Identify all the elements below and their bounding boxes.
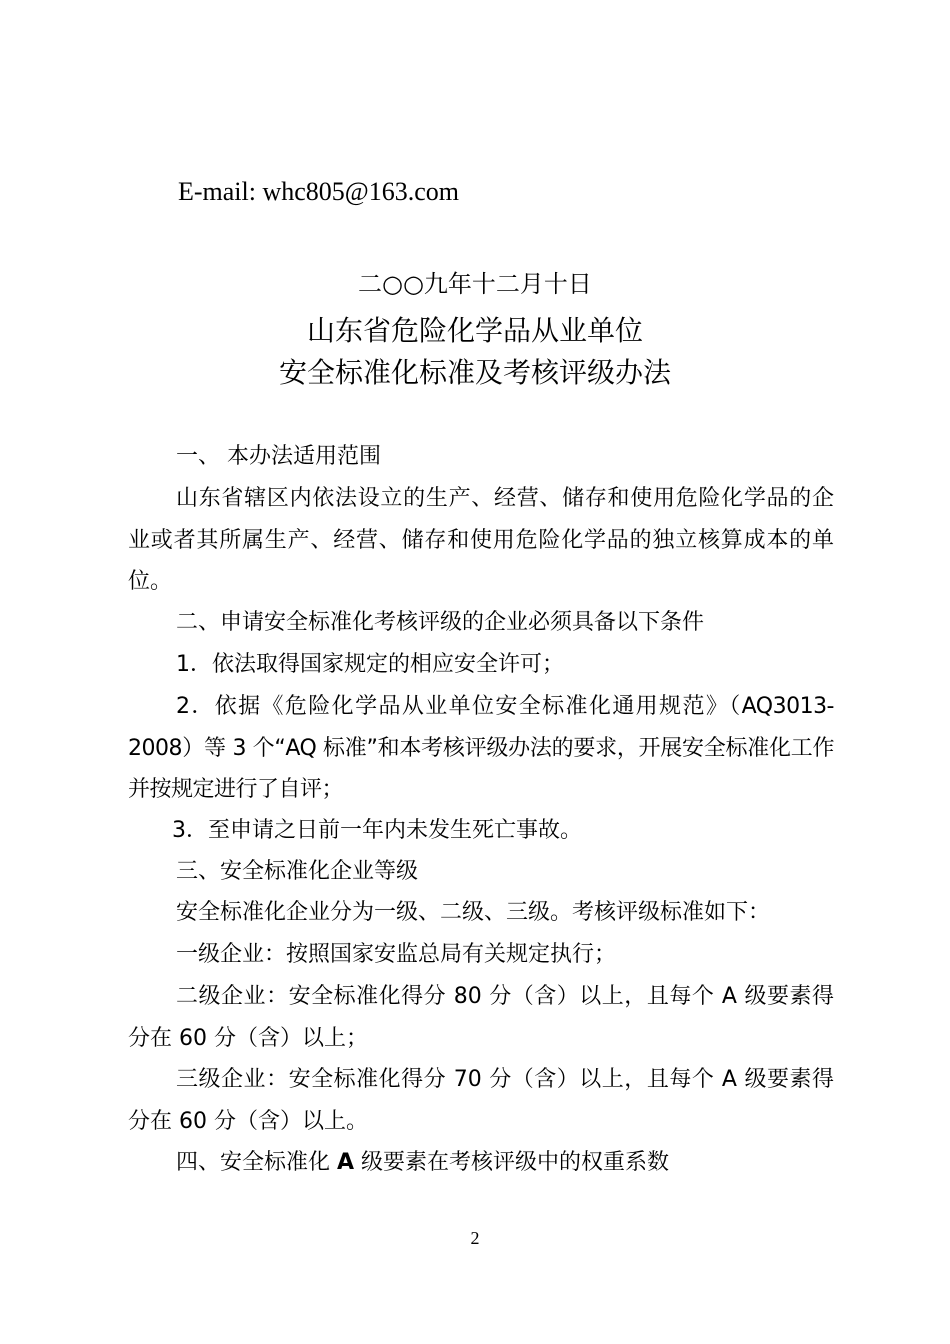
section-2-item-1: 1．依法取得国家规定的相应安全许可； (176, 652, 564, 677)
document-date: 二○○九年十二月十日 (358, 270, 592, 298)
section-4-heading-suffix: 级要素在考核评级中的权重系数 (354, 1150, 670, 1175)
section-3-intro: 安全标准化企业分为一级、二级、三级。考核评级标准如下： (176, 900, 771, 925)
email-line: E-mail: whc805@163.com (178, 177, 459, 206)
section-2-item-2: 2．依据《危险化学品从业单位安全标准化通用规范》（AQ3013-2008）等 3 个“AQ 标准”和本考核评级办法的要求，开展安全标准化工作并按规定进行了自评； (128, 694, 834, 802)
section-4-heading-prefix: 四、安全标准化 (176, 1150, 337, 1175)
section-1-heading: 一、 本办法适用范围 (176, 444, 381, 469)
document-title-line-2: 安全标准化标准及考核评级办法 (278, 356, 671, 389)
section-1-body: 山东省辖区内依法设立的生产、经营、储存和使用危险化学品的企业或者其所属生产、经营、储存和使用危险化学品的独立核算成本的单位。 (128, 486, 834, 594)
section-2-item-3: 3．至申请之日前一年内未发生死亡事故。 (172, 818, 582, 843)
document-title-line-1: 山东省危险化学品从业单位 (306, 314, 643, 347)
section-3-level-2: 二级企业：安全标准化得分 80 分（含）以上，且每个 A 级要素得分在 60 分（含）以上； (128, 984, 834, 1051)
section-3-level-3: 三级企业：安全标准化得分 70 分（含）以上，且每个 A 级要素得分在 60 分（含）以上。 (128, 1067, 834, 1134)
section-2-heading: 二、申请安全标准化考核评级的企业必须具备以下条件 (176, 610, 705, 635)
section-3-heading: 三、安全标准化企业等级 (176, 859, 419, 884)
section-4-heading-grade: A (337, 1150, 355, 1175)
section-3-level-1: 一级企业：按照国家安监总局有关规定执行； (176, 942, 617, 967)
page-number: 2 (470, 1228, 480, 1248)
section-4-heading (128, 1142, 834, 1184)
